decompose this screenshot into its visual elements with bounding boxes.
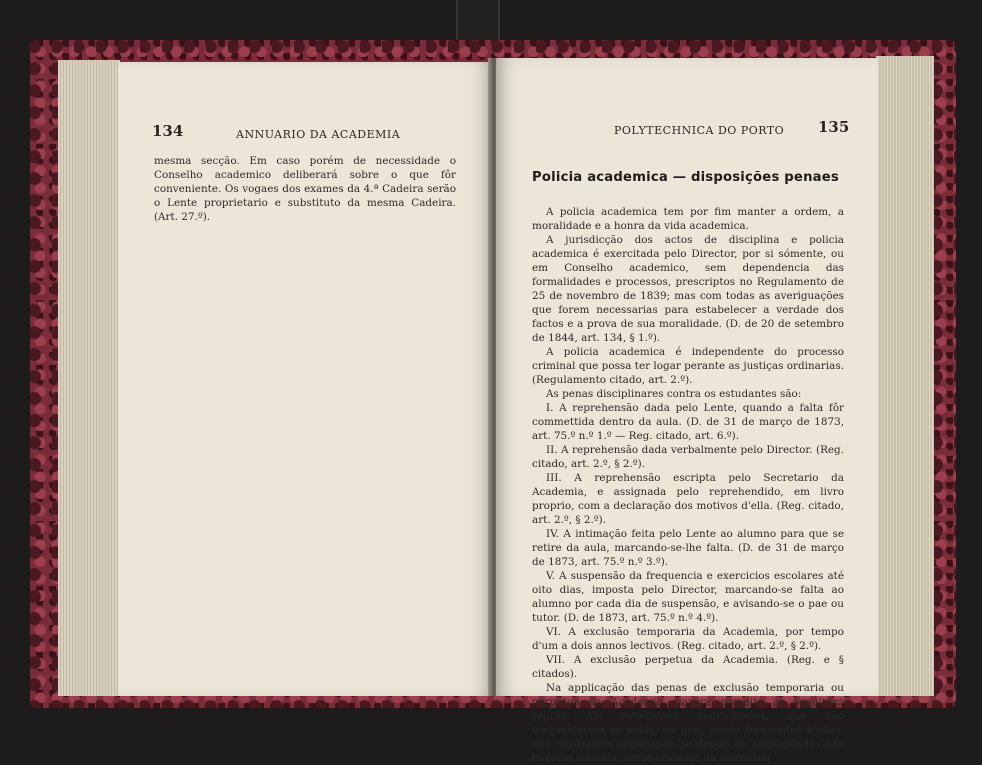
section-heading: Policia academica — disposições penaes — [532, 170, 839, 185]
paragraph: VI. A exclusão temporaria da Academia, por tempo d'um a dois annos lectivos. (Reg. citado, art. 2.º, § 2.º). — [532, 626, 844, 652]
paragraph: IV. A intimação feita pelo Lente ao alumno para que se retire da aula, marcando-se-lhe falta. (D. de 31 de março de 1873, art. 75.º n.º 3.º). — [532, 528, 844, 568]
left-paragraph: mesma secção. Em caso porém de necessidade o Conselho academico deliberará sobre o que fôr conveniente. Os vogaes dos exames da 4.ª Cadeira serão o Lente proprietario e substituto da mesma Cadeira. (Art. 27.º). — [154, 155, 456, 223]
paragraph: VII. A exclusão perpetua da Academia. (Reg. e § citados). — [532, 654, 844, 680]
paragraph: I. A reprehensão dada pelo Lente, quando a falta fôr commettida dentro da aula. (D. de 31 de março de 1873, art. 75.º n.º 1.º — Reg. citado, art. 6.º). — [532, 402, 844, 442]
right-page — [496, 58, 878, 764]
left-page-number: 134 — [152, 122, 184, 140]
page-edges-right — [876, 56, 934, 696]
left-running-head: ANNUARIO DA ACADEMIA — [236, 128, 401, 141]
paragraph: A policia academica tem por fim manter a ordem, a moralidade e a honra da vida academica. — [532, 206, 844, 232]
right-page-text — [532, 205, 844, 765]
left-page-text — [154, 154, 456, 224]
page-edges-left — [58, 60, 120, 696]
paragraph: Na applicação das penas de exclusão temporaria ou perpetua da Academia, haverá respeito ás seguintes regras: Os estudantes matriculados, que não frequentarem as aulas, ou que, sendo frequentes n'ellas, não mostrarem applicação, se depois de admoestados não tiverem emenda, serão riscados da matricula — [532, 682, 844, 764]
paragraph: A policia academica é independente do processo criminal que possa ter logar perante as justiças ordinarias. (Regulamento citado, art. 2.º). — [532, 346, 844, 386]
left-page — [118, 62, 492, 696]
right-page-number: 135 — [818, 118, 850, 136]
paragraph: III. A reprehensão escripta pelo Secretario da Academia, e assignada pelo reprehendido, em livro proprio, com a declaração dos motivos d'ella. (Reg. citado, art. 2.º, § 2.º). — [532, 472, 844, 526]
paragraph: As penas disciplinares contra os estudantes são: — [546, 388, 802, 400]
paragraph: II. A reprehensão dada verbalmente pelo Director. (Reg. citado, art. 2.º, § 2.º). — [532, 444, 844, 470]
right-running-head: POLYTECHNICA DO PORTO — [614, 124, 785, 137]
paragraph: A jurisdicção dos actos de disciplina e policia academica é exercitada pelo Director, por si sómente, ou em Conselho academico, sem dependencia das formalidades e processos, prescriptos no Regulamento de 25 de novembro de 1839; mas com todas as averiguações que forem necessarias para estabelecer a verdade dos factos e a prova de sua moralidade. (D. de 20 de setembro de 1844, art. 134, § 1.º). — [532, 234, 844, 344]
paragraph: V. A suspensão da frequencia e exercicios escolares até oito dias, imposta pelo Director, marcando-se falta ao alumno por cada dia de suspensão, e avisando-se o pae ou tutor. (D. de 1873, art. 75.º n.º 4.º). — [532, 570, 844, 624]
